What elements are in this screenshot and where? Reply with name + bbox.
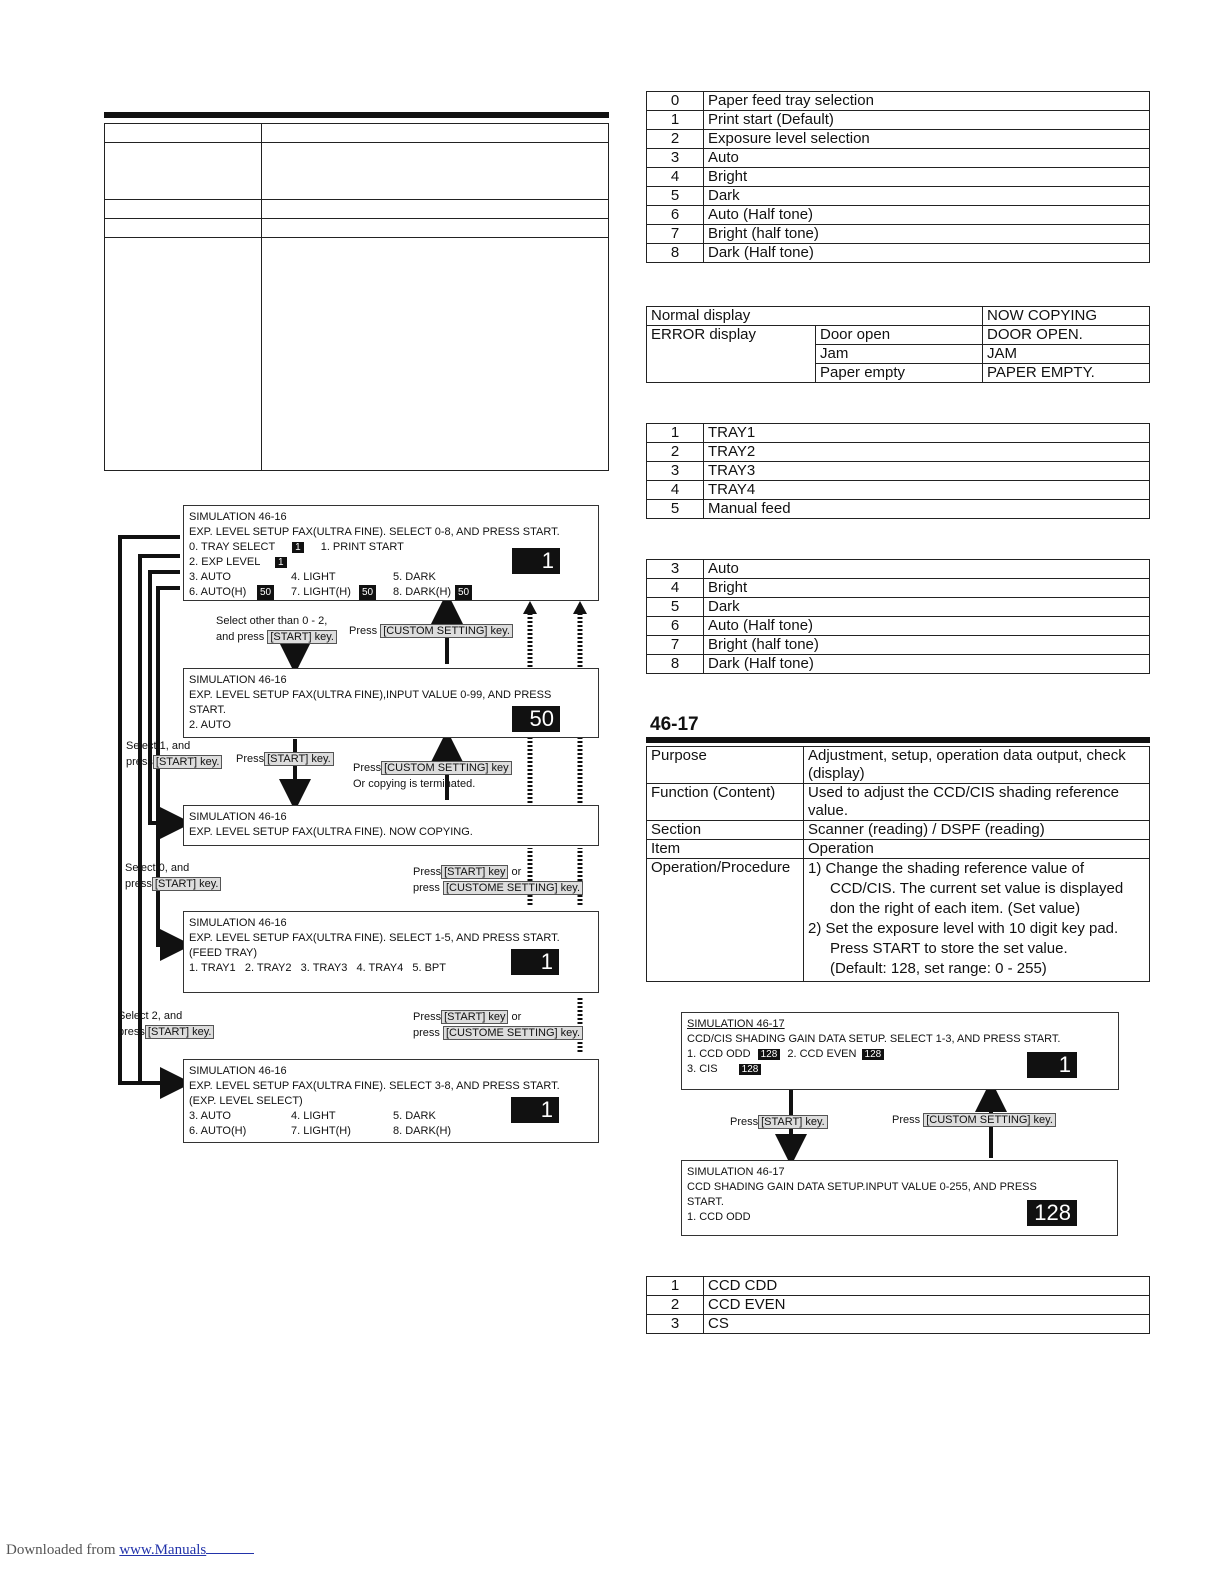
screen-title: SIMULATION 46-16 (189, 674, 287, 686)
menu-item: 5. DARK (393, 1110, 436, 1122)
menu-value: 50 (455, 585, 472, 600)
note-text: press (413, 1027, 440, 1039)
menu-row: 1. TRAY1 2. TRAY2 3. TRAY3 4. TRAY4 5. BPT (189, 962, 446, 974)
current-value-display: 128 (1027, 1200, 1077, 1226)
menu-item: 7. LIGHT(H) (291, 1125, 351, 1137)
row-label: TRAY1 (704, 424, 1150, 443)
row-number: 8 (647, 244, 704, 263)
menu-row (189, 1124, 593, 1139)
note-press-start-or-custom-2 (413, 1009, 583, 1041)
row-number: 6 (647, 206, 704, 225)
menu-item: 4. LIGHT (291, 1110, 336, 1122)
screen-instruction: START. (189, 704, 226, 716)
note-select-0 (125, 860, 221, 892)
error-msg: JAM (983, 345, 1150, 364)
start-key: [START] key. (267, 630, 337, 644)
menu-item: 6. AUTO(H) (189, 1125, 247, 1137)
row-number: 4 (647, 579, 704, 598)
row-label: Auto (704, 149, 1150, 168)
note-text: press (118, 1026, 145, 1038)
op-label: Operation/Procedure (647, 859, 804, 982)
row-label: TRAY2 (704, 443, 1150, 462)
row-number: 1 (647, 111, 704, 130)
menu-value: 50 (359, 585, 376, 600)
op-line: 2) Set the exposure level with 10 digit key pad. (808, 920, 1119, 937)
screen-subtitle: (FEED TRAY) (189, 947, 258, 959)
current-value-display: 50 (512, 706, 560, 732)
row-number: 4 (647, 168, 704, 187)
footer-prefix: Downloaded from (6, 1542, 120, 1558)
sim-46-16-screen-main (183, 505, 599, 601)
purpose-value: Adjustment, setup, operation data output, check (display) (804, 747, 1150, 784)
row-number: 3 (647, 560, 704, 579)
row-label: Dark (Half tone) (704, 655, 1150, 674)
current-value-display: 1 (512, 548, 560, 574)
row-label: Exposure level selection (704, 130, 1150, 149)
row-number: 0 (647, 92, 704, 111)
note-press-custom (349, 623, 513, 639)
section-label: Section (647, 821, 804, 840)
row-number: 5 (647, 598, 704, 617)
note-text: Press (892, 1114, 921, 1126)
error-cond: Paper empty (816, 364, 983, 383)
screen-instruction: CCD/CIS SHADING GAIN DATA SETUP. SELECT 1-3, AND PRESS START. (687, 1033, 1061, 1045)
row-label: TRAY4 (704, 481, 1150, 500)
menu-item: 5. DARK (393, 571, 436, 583)
row-number: 6 (647, 617, 704, 636)
note-select-2 (118, 1008, 214, 1040)
op-line: Press START to store the set value. (830, 940, 1068, 957)
row-label: Dark (Half tone) (704, 244, 1150, 263)
function-value: Used to adjust the CCD/CIS shading reference value. (804, 784, 1150, 821)
function-label: Function (Content) (647, 784, 804, 821)
note-press-start (236, 751, 334, 767)
row-label: Print start (Default) (704, 111, 1150, 130)
menu-value: 1 (292, 542, 304, 553)
item-value: Operation (804, 840, 1150, 859)
row-number: 7 (647, 636, 704, 655)
sim-46-16-screen-feed-tray (183, 911, 599, 993)
row-label: Manual feed (704, 500, 1150, 519)
custom-setting-key: [CUSTOM SETTING] key. (380, 624, 513, 638)
screen-instruction: CCD SHADING GAIN DATA SETUP.INPUT VALUE 0-255, AND PRESS (687, 1181, 1037, 1193)
screen-title: SIMULATION 46-16 (189, 811, 287, 823)
row-label: CCD EVEN (704, 1296, 1150, 1315)
note-text: Press (413, 1011, 442, 1023)
screen-instruction: EXP. LEVEL SETUP FAX(ULTRA FINE). SELECT 0-8, AND PRESS START. (189, 526, 560, 538)
row-label: TRAY3 (704, 462, 1150, 481)
note-text: Select 2, and (118, 1010, 183, 1022)
current-value-display: 1 (1027, 1052, 1077, 1078)
note-text: Press (236, 753, 265, 765)
menu-item: 1. CCD ODD (687, 1211, 751, 1223)
note-text: Press (349, 625, 378, 637)
note-text: press (126, 756, 153, 768)
row-number: 3 (647, 149, 704, 168)
menu-item: 4. LIGHT (291, 571, 336, 583)
footer (6, 1542, 254, 1559)
note-press-custom-46-17 (892, 1112, 1056, 1128)
op-line: don the right of each item. (Set value) (830, 900, 1081, 917)
footer-link[interactable]: www.Manuals (119, 1542, 207, 1558)
error-cond: Jam (816, 345, 983, 364)
screen-instruction: EXP. LEVEL SETUP FAX(ULTRA FINE). SELECT 3-8, AND PRESS START. (189, 1080, 560, 1092)
start-key: [START] key. (145, 1025, 215, 1039)
note-text: press (413, 882, 440, 894)
op-line: CCD/CIS. The current set value is displayed (830, 880, 1124, 897)
row-number: 2 (647, 130, 704, 149)
row-number: 3 (647, 462, 704, 481)
row-label: Auto (Half tone) (704, 617, 1150, 636)
start-key: [START] key. (153, 755, 223, 769)
start-key: [START] key (441, 865, 508, 879)
note-press-start-or-custom (413, 864, 583, 896)
sim-46-16-screen-copying (183, 805, 599, 846)
start-key: [START] key. (758, 1115, 828, 1129)
menu-item: 3. CIS (687, 1063, 718, 1075)
custome-setting-key: [CUSTOME SETTING] key. (443, 881, 583, 895)
row-number: 4 (647, 481, 704, 500)
note-press-custom-2 (353, 760, 512, 792)
start-key: [START] key. (152, 877, 222, 891)
menu-item: 8. DARK(H) (393, 586, 452, 598)
error-cond: Door open (816, 326, 983, 345)
note-text: and press (216, 631, 265, 643)
menu-item: 8. DARK(H) (393, 1125, 452, 1137)
row-number: 1 (647, 1277, 704, 1296)
sim-46-17-screen-input (681, 1160, 1118, 1236)
menu-value: 128 (862, 1049, 885, 1060)
custom-setting-key: [CUSTOM SETTING] key. (923, 1113, 1056, 1127)
screen-subtitle: (EXP. LEVEL SELECT) (189, 1095, 303, 1107)
sim-46-17-screen-main (681, 1012, 1119, 1090)
error-msg: PAPER EMPTY. (983, 364, 1150, 383)
menu-item: 2. AUTO (189, 719, 231, 731)
normal-display-label: Normal display (647, 307, 983, 326)
note-text: Select 1, and (126, 740, 191, 752)
section-value: Scanner (reading) / DSPF (reading) (804, 821, 1150, 840)
normal-display-value: NOW COPYING (983, 307, 1150, 326)
row-label: Bright (704, 579, 1150, 598)
menu-item: 6. AUTO(H) (189, 586, 247, 598)
custome-setting-key: [CUSTOME SETTING] key. (443, 1026, 583, 1040)
op-line: 1) Change the shading reference value of (808, 860, 1085, 877)
start-key: [START] key. (264, 752, 334, 766)
note-text: or (511, 866, 522, 878)
row-label: Bright (704, 168, 1150, 187)
screen-title: SIMULATION 46-16 (189, 511, 287, 523)
note-text: Press (730, 1116, 759, 1128)
row-number: 5 (647, 500, 704, 519)
menu-item: 2. EXP LEVEL (189, 556, 260, 568)
row-number: 5 (647, 187, 704, 206)
error-msg: DOOR OPEN. (983, 326, 1150, 345)
sim-46-16-screen-input (183, 668, 599, 738)
menu-item: 3. AUTO (189, 1110, 231, 1122)
note-text: press (125, 878, 152, 890)
menu-value: 128 (739, 1064, 762, 1075)
row-label: Bright (half tone) (704, 636, 1150, 655)
note-select-1 (126, 738, 222, 770)
row-label: Bright (half tone) (704, 225, 1150, 244)
menu-item: 3. AUTO (189, 571, 231, 583)
note-text: Or copying is terminated. (353, 778, 476, 790)
menu-item: 2. CCD EVEN (787, 1048, 857, 1060)
row-label: Auto (704, 560, 1150, 579)
section-heading-46-17: 46-17 (650, 714, 699, 735)
purpose-label: Purpose (647, 747, 804, 784)
menu-item: 0. TRAY SELECT (189, 541, 276, 553)
current-value-display: 1 (511, 1097, 559, 1123)
note-text: or (511, 1011, 522, 1023)
menu-value: 128 (758, 1049, 781, 1060)
start-key: [START] key (441, 1010, 508, 1024)
note-text: Select other than 0 - 2, (216, 615, 328, 627)
row-number: 8 (647, 655, 704, 674)
screen-title: SIMULATION 46-17 (687, 1166, 785, 1178)
screen-title: SIMULATION 46-16 (189, 917, 287, 929)
row-number: 1 (647, 424, 704, 443)
row-number: 2 (647, 443, 704, 462)
row-number: 3 (647, 1315, 704, 1334)
screen-instruction: EXP. LEVEL SETUP FAX(ULTRA FINE). SELECT 1-5, AND PRESS START. (189, 932, 560, 944)
menu-item: 7. LIGHT(H) (291, 586, 351, 598)
screen-title: SIMULATION 46-17 (687, 1018, 785, 1030)
op-line: (Default: 128, set range: 0 - 255) (830, 960, 1047, 977)
row-label: Paper feed tray selection (704, 92, 1150, 111)
current-value-display: 1 (511, 949, 559, 975)
row-label: Dark (704, 187, 1150, 206)
row-label: Auto (Half tone) (704, 206, 1150, 225)
note-text: Press (413, 866, 442, 878)
item-label: Item (647, 840, 804, 859)
row-label: CS (704, 1315, 1150, 1334)
screen-instruction: START. (687, 1196, 724, 1208)
sim-46-16-screen-exp-level (183, 1059, 599, 1143)
menu-value: 1 (275, 557, 287, 568)
screen-instruction: EXP. LEVEL SETUP FAX(ULTRA FINE),INPUT VALUE 0-99, AND PRESS (189, 689, 552, 701)
row-number: 2 (647, 1296, 704, 1315)
menu-row (189, 585, 593, 600)
note-press-start-46-17 (730, 1114, 828, 1130)
menu-item: 1. CCD ODD (687, 1048, 751, 1060)
screen-title: SIMULATION 46-16 (189, 1065, 287, 1077)
error-display-label: ERROR display (647, 326, 816, 383)
note-select-other (216, 613, 337, 645)
row-number: 7 (647, 225, 704, 244)
note-text: Press (353, 762, 382, 774)
menu-value: 50 (257, 585, 274, 600)
screen-instruction: EXP. LEVEL SETUP FAX(ULTRA FINE). NOW COPYING. (189, 826, 473, 838)
menu-item: 1. PRINT START (320, 541, 404, 553)
row-label: CCD CDD (704, 1277, 1150, 1296)
note-text: Select 0, and (125, 862, 190, 874)
custom-setting-key: [CUSTOM SETTING] key (381, 761, 511, 775)
row-label: Dark (704, 598, 1150, 617)
